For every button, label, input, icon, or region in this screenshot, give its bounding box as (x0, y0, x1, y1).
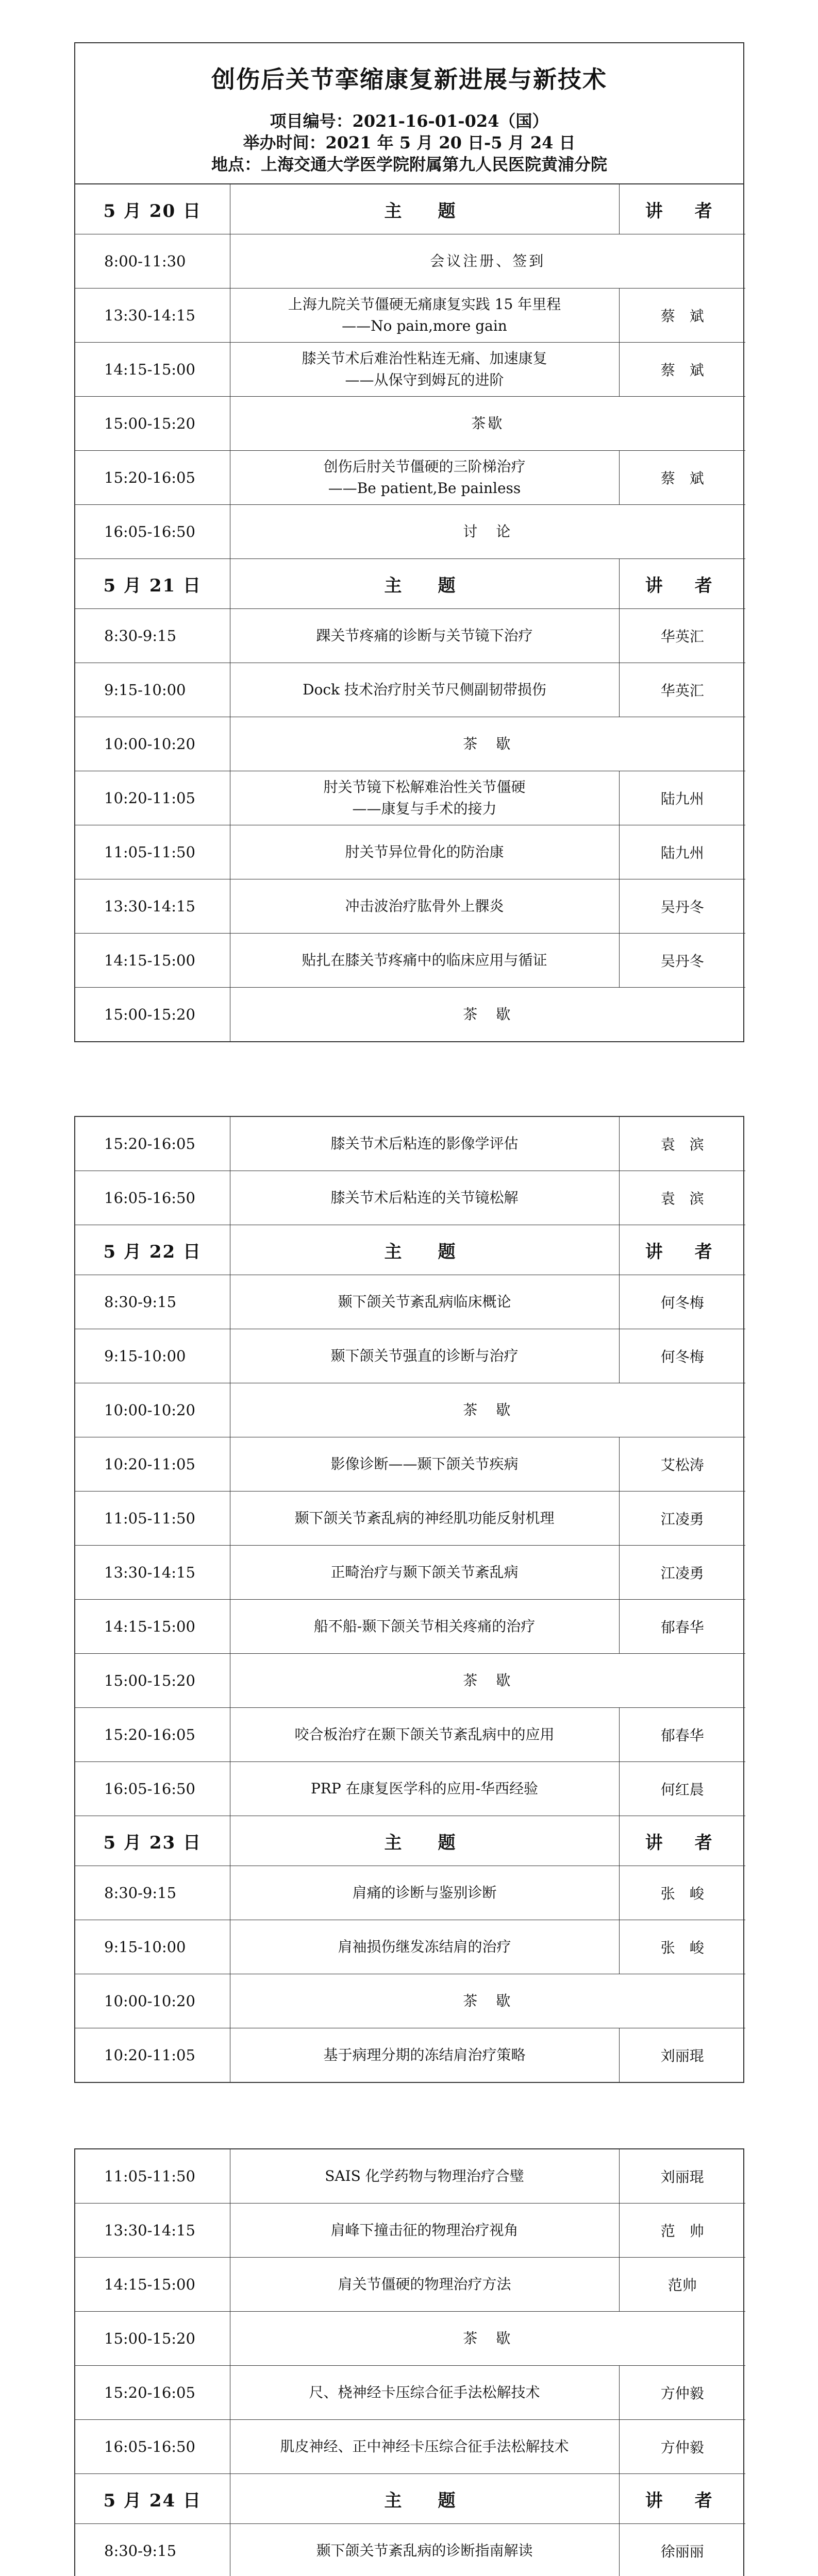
session-row (75, 289, 745, 343)
time-slot: 16:05-16:50 (75, 2420, 230, 2474)
speaker-name: 何红晨 (619, 1762, 745, 1816)
speaker-column-header: 讲 者 (619, 1816, 745, 1866)
session-topic (230, 771, 619, 825)
time-slot: 15:20-16:05 (75, 2366, 230, 2420)
speaker-name: 张 峻 (619, 1920, 745, 1974)
session-row (75, 1492, 745, 1546)
time-slot: 15:20-16:05 (75, 1117, 230, 1171)
topic-line: 颞下颌关节紊乱病临床概论 (338, 1293, 511, 1310)
session-row (75, 2258, 745, 2312)
session-row (75, 2366, 745, 2420)
topic-line: 膝关节术后难治性粘连无痛、加速康复 (302, 350, 547, 367)
topic-line: 创伤后肘关节僵硬的三阶梯治疗 (323, 458, 526, 475)
schedule-table (75, 184, 745, 1041)
time-slot: 11:05-11:50 (75, 2149, 230, 2204)
session-topic (230, 1600, 619, 1654)
time-slot: 15:00-15:20 (75, 1654, 230, 1708)
time-slot: 14:15-15:00 (75, 934, 230, 988)
day-header-row (75, 1816, 745, 1866)
break-row (75, 1654, 745, 1708)
time-slot: 8:30-9:15 (75, 1866, 230, 1920)
topic-line: 颞下颌关节紊乱病的神经肌功能反射机理 (294, 1510, 555, 1527)
time-slot: 10:00-10:20 (75, 1383, 230, 1437)
topic-line: 肩袖损伤继发冻结肩的治疗 (338, 1938, 511, 1955)
session-row (75, 2028, 745, 2082)
break-row (75, 717, 745, 771)
topic-line: 颞下颌关节强直的诊断与治疗 (330, 1347, 519, 1364)
topic-column-header: 主 题 (230, 1225, 619, 1275)
speaker-name: 蔡 斌 (619, 451, 745, 505)
session-row (75, 1866, 745, 1920)
day-header-row (75, 1225, 745, 1275)
session-row (75, 1275, 745, 1329)
time-slot: 8:30-9:15 (75, 2524, 230, 2576)
break-row (75, 988, 745, 1042)
session-topic (230, 1866, 619, 1920)
break-label: 茶 歇 (230, 717, 745, 771)
session-topic (230, 1437, 619, 1492)
time-slot: 8:00-11:30 (75, 234, 230, 289)
speaker-name: 江凌勇 (619, 1546, 745, 1600)
speaker-name: 刘丽琨 (619, 2149, 745, 2204)
time-slot: 16:05-16:50 (75, 1762, 230, 1816)
topic-line: 冲击波治疗肱骨外上髁炎 (345, 897, 504, 914)
session-row (75, 451, 745, 505)
session-topic (230, 1117, 619, 1171)
speaker-name: 袁 滨 (619, 1171, 745, 1225)
session-row (75, 343, 745, 397)
session-topic (230, 609, 619, 663)
day-header-row (75, 2474, 745, 2524)
session-topic (230, 1275, 619, 1329)
speaker-name: 陆九州 (619, 771, 745, 825)
session-topic (230, 1546, 619, 1600)
event-dates: 举办时间：2021 年 5 月 20 日-5 月 24 日 (243, 133, 576, 152)
speaker-column-header: 讲 者 (619, 2474, 745, 2524)
session-row (75, 2420, 745, 2474)
project-number: 项目编号：2021-16-01-024（国） (270, 111, 549, 131)
time-slot: 13:30-14:15 (75, 2204, 230, 2258)
break-label: 茶 歇 (230, 1974, 745, 2028)
session-topic (230, 2204, 619, 2258)
time-slot: 10:00-10:20 (75, 717, 230, 771)
topic-column-header: 主 题 (230, 184, 619, 234)
schedule-table (75, 2149, 745, 2576)
break-label: 会议注册、签到 (230, 234, 745, 289)
day-label: 5 月 22 日 (75, 1225, 230, 1275)
session-topic (230, 343, 619, 397)
break-row (75, 1974, 745, 2028)
session-topic (230, 1492, 619, 1546)
topic-line: 影像诊断——颞下颌关节疾病 (330, 1455, 519, 1472)
break-label: 茶 歇 (230, 1383, 745, 1437)
speaker-column-header: 讲 者 (619, 559, 745, 609)
topic-line: 咬合板治疗在颞下颌关节紊乱病中的应用 (294, 1726, 555, 1743)
break-row (75, 397, 745, 451)
topic-line: 上海九院关节僵硬无痛康复实践 15 年里程 (288, 296, 561, 313)
speaker-name: 吴丹冬 (619, 934, 745, 988)
break-label: 茶 歇 (230, 988, 745, 1042)
session-row (75, 1546, 745, 1600)
break-row (75, 234, 745, 289)
topic-line: 膝关节术后粘连的影像学评估 (330, 1135, 519, 1152)
topic-line: ——No pain,more gain (342, 317, 507, 334)
topic-line: 膝关节术后粘连的关节镜松解 (330, 1189, 519, 1206)
topic-line: 尺、桡神经卡压综合征手法松解技术 (309, 2384, 540, 2401)
document-title: 创伤后关节挛缩康复新进展与新技术 (211, 65, 607, 93)
break-label: 茶歇 (230, 397, 745, 451)
session-row (75, 1762, 745, 1816)
topic-line: 船不船-颞下颌关节相关疼痛的治疗 (313, 1618, 536, 1635)
time-slot: 14:15-15:00 (75, 2258, 230, 2312)
time-slot: 10:20-11:05 (75, 1437, 230, 1492)
session-row (75, 1708, 745, 1762)
document-header (75, 43, 743, 184)
break-row (75, 2312, 745, 2366)
session-topic (230, 879, 619, 934)
session-topic (230, 1762, 619, 1816)
session-topic (230, 1329, 619, 1383)
session-topic (230, 1171, 619, 1225)
speaker-name: 陆九州 (619, 825, 745, 879)
topic-line: 肌皮神经、正中神经卡压综合征手法松解技术 (280, 2438, 569, 2455)
speaker-column-header: 讲 者 (619, 1225, 745, 1275)
session-row (75, 2149, 745, 2204)
topic-line: PRP 在康复医学科的应用-华西经验 (310, 1780, 539, 1797)
time-slot: 9:15-10:00 (75, 1329, 230, 1383)
time-slot: 15:20-16:05 (75, 1708, 230, 1762)
time-slot: 16:05-16:50 (75, 1171, 230, 1225)
topic-line: 踝关节疼痛的诊断与关节镜下治疗 (316, 627, 533, 644)
time-slot: 15:00-15:20 (75, 988, 230, 1042)
speaker-name: 郁春华 (619, 1708, 745, 1762)
day-header-row (75, 559, 745, 609)
time-slot: 15:00-15:20 (75, 2312, 230, 2366)
event-venue: 地点：上海交通大学医学院附属第九人民医院黄浦分院 (211, 155, 607, 174)
session-topic (230, 289, 619, 343)
session-row (75, 771, 745, 825)
time-slot: 9:15-10:00 (75, 663, 230, 717)
topic-line: 肩痛的诊断与鉴别诊断 (352, 1884, 497, 1901)
topic-column-header: 主 题 (230, 1816, 619, 1866)
session-topic (230, 825, 619, 879)
time-slot: 14:15-15:00 (75, 1600, 230, 1654)
session-row (75, 1329, 745, 1383)
speaker-name: 华英汇 (619, 609, 745, 663)
session-row (75, 609, 745, 663)
time-slot: 11:05-11:50 (75, 825, 230, 879)
session-row (75, 879, 745, 934)
time-slot: 16:05-16:50 (75, 505, 230, 559)
session-row (75, 2524, 745, 2576)
topic-line: ——Be patient,Be painless (328, 480, 521, 497)
topic-line: ——从保守到姆瓦的进阶 (345, 371, 504, 388)
break-label: 茶 歇 (230, 2312, 745, 2366)
session-topic (230, 451, 619, 505)
topic-line: 正畸治疗与颞下颌关节紊乱病 (330, 1564, 519, 1581)
topic-line: Dock 技术治疗肘关节尺侧副韧带损伤 (303, 681, 546, 698)
time-slot: 13:30-14:15 (75, 879, 230, 934)
speaker-name: 刘丽琨 (619, 2028, 745, 2082)
session-topic (230, 2420, 619, 2474)
speaker-name: 徐丽丽 (619, 2524, 745, 2576)
session-row (75, 663, 745, 717)
day-label: 5 月 24 日 (75, 2474, 230, 2524)
schedule-page-3 (74, 2148, 744, 2576)
time-slot: 10:20-11:05 (75, 2028, 230, 2082)
speaker-name: 袁 滨 (619, 1117, 745, 1171)
session-topic (230, 1708, 619, 1762)
break-label: 茶 歇 (230, 1654, 745, 1708)
time-slot: 8:30-9:15 (75, 609, 230, 663)
session-topic (230, 2258, 619, 2312)
topic-line: SAIS 化学药物与物理治疗合璧 (325, 2167, 524, 2184)
break-label: 讨 论 (230, 505, 745, 559)
topic-column-header: 主 题 (230, 559, 619, 609)
session-row (75, 934, 745, 988)
topic-line: ——康复与手术的接力 (352, 800, 497, 817)
session-topic (230, 2028, 619, 2082)
speaker-name: 华英汇 (619, 663, 745, 717)
topic-line: 肘关节异位骨化的防治康 (345, 843, 504, 860)
speaker-name: 何冬梅 (619, 1329, 745, 1383)
speaker-name: 张 峻 (619, 1866, 745, 1920)
time-slot: 13:30-14:15 (75, 289, 230, 343)
time-slot: 8:30-9:15 (75, 1275, 230, 1329)
session-row (75, 1920, 745, 1974)
topic-line: 基于病理分期的冻结肩治疗策略 (323, 2046, 526, 2063)
speaker-name: 蔡 斌 (619, 343, 745, 397)
time-slot: 14:15-15:00 (75, 343, 230, 397)
time-slot: 15:20-16:05 (75, 451, 230, 505)
speaker-name: 蔡 斌 (619, 289, 745, 343)
time-slot: 11:05-11:50 (75, 1492, 230, 1546)
speaker-name: 艾松涛 (619, 1437, 745, 1492)
topic-line: 肩峰下撞击征的物理治疗视角 (330, 2222, 519, 2239)
session-row (75, 2204, 745, 2258)
session-topic (230, 2524, 619, 2576)
speaker-name: 范 帅 (619, 2204, 745, 2258)
speaker-name: 吴丹冬 (619, 879, 745, 934)
session-row (75, 825, 745, 879)
speaker-name: 郁春华 (619, 1600, 745, 1654)
break-row (75, 505, 745, 559)
session-row (75, 1171, 745, 1225)
day-header-row (75, 184, 745, 234)
speaker-column-header: 讲 者 (619, 184, 745, 234)
session-topic (230, 2149, 619, 2204)
speaker-name: 方仲毅 (619, 2420, 745, 2474)
topic-column-header: 主 题 (230, 2474, 619, 2524)
schedule-table (75, 1117, 745, 2082)
session-row (75, 1117, 745, 1171)
time-slot: 9:15-10:00 (75, 1920, 230, 1974)
topic-line: 肩关节僵硬的物理治疗方法 (338, 2276, 511, 2293)
schedule-page-2 (74, 1116, 744, 2083)
day-label: 5 月 21 日 (75, 559, 230, 609)
day-label: 5 月 23 日 (75, 1816, 230, 1866)
speaker-name: 江凌勇 (619, 1492, 745, 1546)
topic-line: 贴扎在膝关节疼痛中的临床应用与循证 (302, 952, 547, 969)
schedule-page-1 (74, 42, 744, 1042)
speaker-name: 范帅 (619, 2258, 745, 2312)
speaker-name: 何冬梅 (619, 1275, 745, 1329)
speaker-name: 方仲毅 (619, 2366, 745, 2420)
session-topic (230, 663, 619, 717)
session-row (75, 1600, 745, 1654)
day-label: 5 月 20 日 (75, 184, 230, 234)
session-row (75, 1437, 745, 1492)
time-slot: 15:00-15:20 (75, 397, 230, 451)
time-slot: 10:00-10:20 (75, 1974, 230, 2028)
topic-line: 肘关节镜下松解难治性关节僵硬 (323, 778, 526, 795)
session-topic (230, 2366, 619, 2420)
time-slot: 13:30-14:15 (75, 1546, 230, 1600)
session-topic (230, 1920, 619, 1974)
session-topic (230, 934, 619, 988)
time-slot: 10:20-11:05 (75, 771, 230, 825)
topic-line: 颞下颌关节紊乱病的诊断指南解读 (316, 2542, 533, 2559)
break-row (75, 1383, 745, 1437)
